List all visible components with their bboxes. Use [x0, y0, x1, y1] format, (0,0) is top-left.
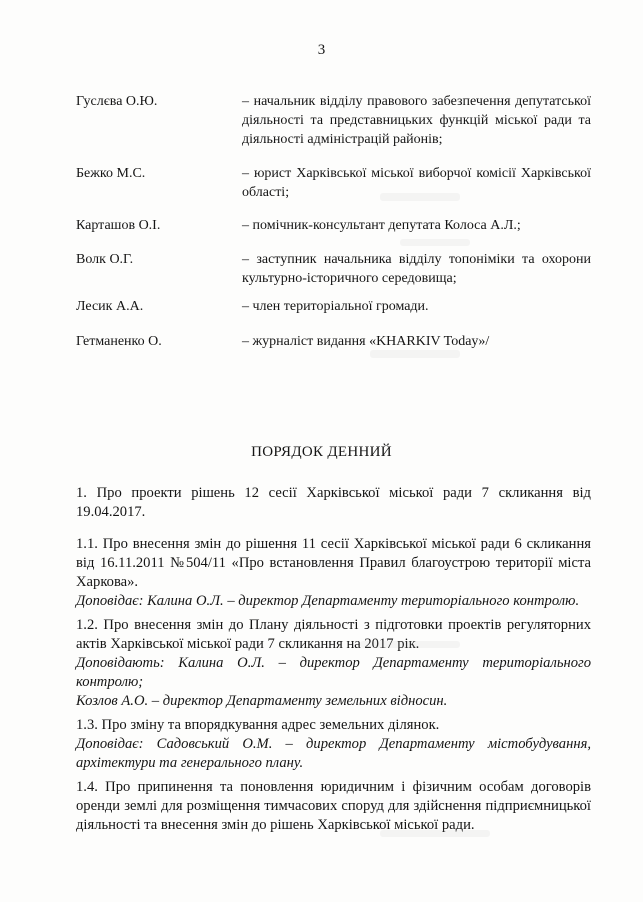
attendee-name: Карташов О.І. [76, 218, 161, 233]
attendee-name: Волк О.Г. [76, 252, 134, 267]
agenda-item-text: 1.4. Про припинення та поновлення юридичним і фізичним особам договорів оренди землі для розміщення тимчасових споруд для здійснення підприємницької діяльності та внесення змін до рішень Харківської міської ради. [76, 779, 591, 833]
agenda-item [76, 616, 591, 711]
attendee-row [76, 332, 591, 352]
agenda-item [76, 535, 591, 611]
attendee-row [76, 164, 591, 204]
page-number: 3 [317, 42, 326, 58]
attendee-role: – помічник-консультант депутата Колоса А.Л.; [242, 218, 521, 233]
attendee-name: Гетманенко О. [76, 334, 162, 349]
scan-smudge [380, 830, 490, 837]
agenda-item [76, 716, 591, 773]
attendee-row [76, 216, 591, 236]
agenda-item-text: 1.1. Про внесення змін до рішення 11 сесії Харківської міської ради 6 скликання від 16.11.2011 №504/11 «Про встановлення Правил благоустрою території міста Харкова». [76, 536, 591, 590]
scan-smudge [400, 239, 470, 246]
attendee-name: Бежко М.С. [76, 166, 146, 181]
attendee-role: – заступник начальника відділу топоніміки та охорони культурно-історичного середовища; [242, 252, 591, 286]
agenda-item-text: 1.2. Про внесення змін до Плану діяльності з підготовки проектів регуляторних актів Харківської міської ради 7 скликання на 2017 рік. [76, 617, 591, 652]
attendee-role: – юрист Харківської міської виборчої комісії Харківської області; [242, 166, 591, 200]
agenda-speaker: Козлов А.О. – директор Департаменту земельних відносин. [76, 693, 448, 709]
agenda-item-text: 1.3. Про зміну та впорядкування адрес земельних ділянок. [76, 717, 440, 733]
attendee-row [76, 297, 591, 317]
attendee-role: – начальник відділу правового забезпечення депутатської діяльності та представницьких функцій міської ради та діяльності адміністрацій районів; [242, 94, 591, 147]
attendee-role: – журналіст видання «KHARKIV Today»/ [242, 334, 490, 349]
attendee-row [76, 92, 591, 152]
attendee-name: Гуслєва О.Ю. [76, 94, 158, 109]
agenda-item [76, 484, 591, 522]
scan-smudge [380, 193, 460, 201]
attendee-name: Лесик А.А. [76, 299, 144, 314]
agenda-item-text: 1. Про проекти рішень 12 сесії Харківської міської ради 7 скликання від 19.04.2017. [76, 485, 591, 520]
attendee-row [76, 250, 591, 290]
scan-smudge [360, 641, 460, 648]
attendee-role: – член територіальної громади. [242, 299, 429, 314]
scan-smudge [370, 350, 460, 358]
agenda-title: ПОРЯДОК ДЕННИЙ [251, 444, 392, 460]
agenda-item [76, 778, 591, 835]
agenda-speaker: Доповідає: Калина О.Л. – директор Департаменту територіального контролю. [76, 593, 580, 609]
agenda-speaker: Доповідає: Садовський О.М. – директор Департаменту містобудування, архітектури та генерального плану. [76, 736, 591, 771]
agenda-speaker: Доповідають: Калина О.Л. – директор Департаменту територіального контролю; [76, 655, 591, 690]
